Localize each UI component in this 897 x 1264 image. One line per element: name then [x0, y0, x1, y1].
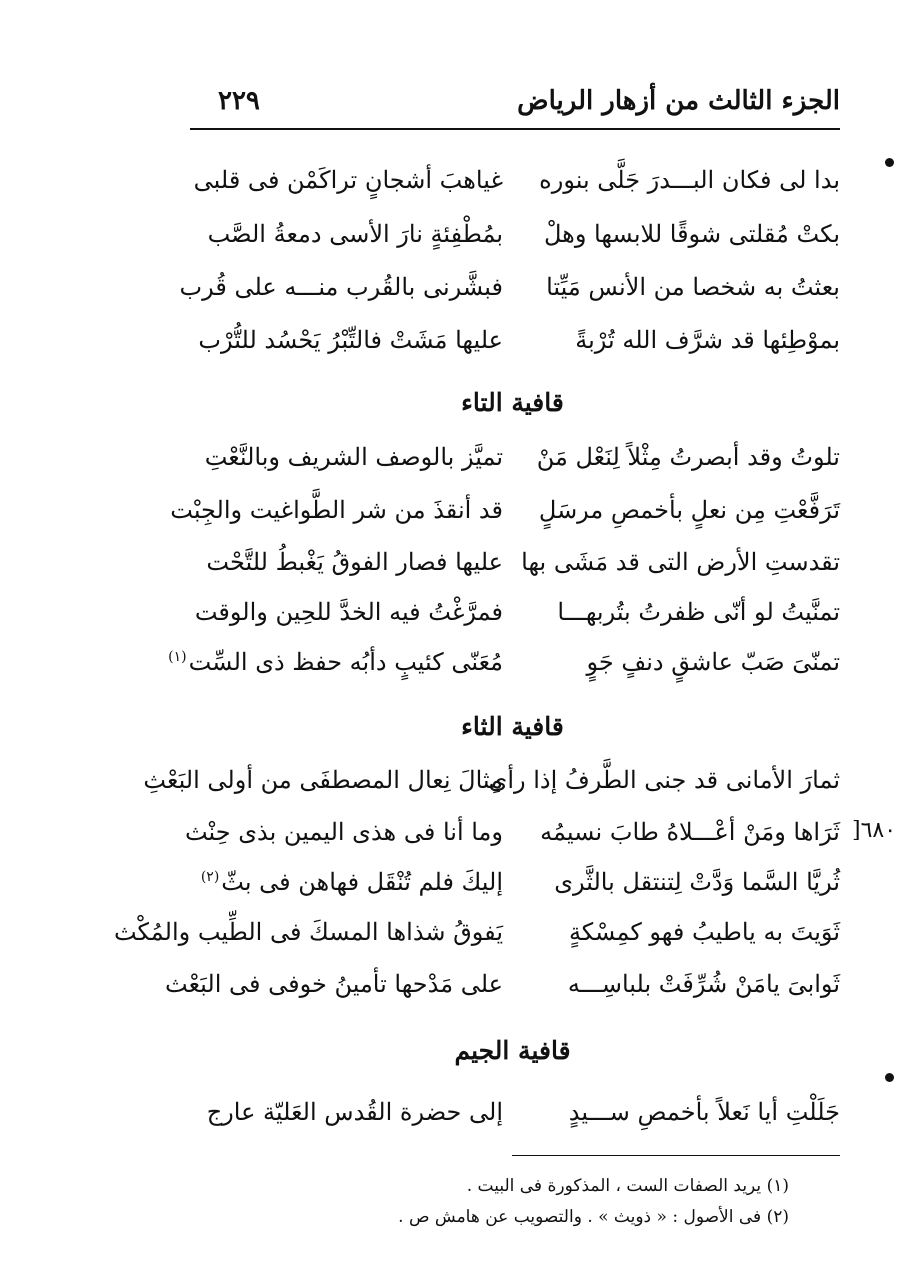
- verse-first-hemistich: ثمارَ الأمانى قد جنى الطَّرفُ إذا رأى: [488, 766, 840, 794]
- verse: [179, 273, 840, 323]
- verse: [185, 326, 840, 376]
- page-number: ٢٢٩: [218, 86, 260, 116]
- header-rule: [190, 128, 840, 130]
- verse-second-hemistich: غياهبَ أشجانٍ تراكَمْن فى قلبى: [193, 166, 503, 194]
- verse-second-hemistich: فبشَّرنى بالقُرب منـــه على قُرب: [179, 273, 503, 301]
- verse-second-hemistich: عليها مَشَتْ فالتِّبْرُ يَحْسُد للتُّرْب: [198, 326, 503, 354]
- verse-second-hemistich: فمرَّغْتُ فيه الخدَّ للحِين والوقت: [194, 598, 503, 626]
- footnote: [398, 1207, 789, 1227]
- verse: [185, 443, 840, 493]
- footnote-number: (١): [766, 1176, 789, 1196]
- verse-first-hemistich: بموْطِئها قد شرَّف الله تُرْبةً: [575, 326, 840, 354]
- verse: [113, 918, 840, 968]
- verse-first-hemistich: ثَوَيتَ به ياطيبُ فهو كمِسْكةٍ: [568, 918, 840, 946]
- verse-first-hemistich: تمنّىَ صَبّ عاشقٍ دنفٍ جَوٍ: [586, 648, 840, 676]
- margin-bullet-icon: [885, 158, 894, 167]
- margin-line-number: ]٦٨٠: [852, 818, 897, 843]
- hemistich-text: مُعَنّى كئيبٍ دأبُه حفظ ذى السِّت: [188, 648, 503, 676]
- verse-second-hemistich: وما أنا فى هذى اليمين بذى حِنْث: [184, 818, 503, 846]
- verse: [143, 766, 840, 816]
- section-heading: قافية الثاء: [461, 712, 564, 741]
- verse: [168, 648, 840, 698]
- verse: [185, 166, 840, 216]
- verse-first-hemistich: جَلَلْتِ أيا نَعلاً بأخمصِ ســـيدٍ: [568, 1098, 840, 1126]
- verse-first-hemistich: ثَوابىَ يامَنْ شُرِّفَتْ بلباسِـــه: [567, 970, 840, 998]
- verse-first-hemistich: بكتْ مُقلتى شوقًا للابسها وهلْ: [543, 220, 840, 248]
- footnote-marker: (١): [168, 649, 187, 665]
- verse-first-hemistich: ثُريَّا السَّما وَدَّتْ لِتنتقل بالثَّرى: [554, 868, 840, 896]
- running-header: [190, 86, 840, 126]
- footnote-text: يريد الصفات الست ، المذكورة فى البيت .: [466, 1176, 762, 1196]
- verse-second-hemistich: عليها فصار الفوقُ يَغْبطُ للتَّحْت: [206, 548, 503, 576]
- verse-first-hemistich: تلوتُ وقد أبصرتُ مِثْلاً لِنَعْل مَنْ: [536, 443, 840, 471]
- verse-second-hemistich: على مَدْحها تأمينُ خوفى فى البَعْث: [165, 970, 503, 998]
- section-heading: قافية التاء: [461, 388, 564, 417]
- verse-second-hemistich: بمُطْفِئةٍ نارَ الأسى دمعةُ الصَّب: [207, 220, 503, 248]
- verse-first-hemistich: ثَرَاها ومَنْ أعْـــلاهُ طابَ نسيمُه: [540, 818, 840, 846]
- verse-second-hemistich: تميَّز بالوصف الشريف وبالنَّعْتِ: [204, 443, 503, 471]
- footnote-text: فى الأصول : « ذويث » . والتصويب عن هامش ص .: [398, 1207, 762, 1227]
- verse-second-hemistich: إلى حضرة القُدس العَليّة عارج: [206, 1098, 503, 1126]
- verse-second-hemistich: قد أنقذَ من شر الطَّواغيت والجِبْت: [170, 496, 503, 524]
- verse-first-hemistich: تَرَفَّعْتِ مِن نعلٍ بأخمصِ مرسَلٍ: [538, 496, 840, 524]
- verse: [185, 818, 840, 868]
- verse: [170, 496, 840, 546]
- verse-first-hemistich: بدا لى فكان البـــدرَ جَلَّى بنوره: [539, 166, 840, 194]
- verse: [185, 598, 840, 648]
- section-heading: قافية الجيم: [454, 1036, 571, 1065]
- hemistich-text: إليكَ فلم تُنْقَل فهاهن فى بثّ: [221, 868, 503, 896]
- footnote-rule: [512, 1155, 840, 1156]
- running-title: الجزء الثالث من أزهار الرياض: [517, 86, 840, 116]
- verse-first-hemistich: بعثتُ به شخصا من الأنس مَيِّتا: [546, 273, 840, 301]
- verse: [165, 970, 840, 1020]
- verse-first-hemistich: تقدستِ الأرض التى قد مَشَى بها: [521, 548, 840, 576]
- verse: [185, 868, 840, 918]
- verse-first-hemistich: تمنَّيتُ لو أنّى ظفرتُ بتُربهـــا: [557, 598, 840, 626]
- footnote: [467, 1176, 789, 1196]
- verse-second-hemistich: [168, 648, 503, 676]
- verse: [185, 548, 840, 598]
- verse-second-hemistich: يَفوقُ شذاها المسكَ فى الطِّيب والمُكْث: [113, 918, 503, 946]
- verse: [185, 1098, 840, 1148]
- verse-second-hemistich: [185, 868, 503, 896]
- footnote-number: (٢): [766, 1207, 789, 1227]
- margin-bullet-icon: [885, 1073, 894, 1082]
- verse-second-hemistich: مِثالَ نِعال المصطفَى من أولى البَعْثِ: [143, 766, 503, 794]
- footnote-marker: (٢): [200, 869, 220, 885]
- verse: [185, 220, 840, 270]
